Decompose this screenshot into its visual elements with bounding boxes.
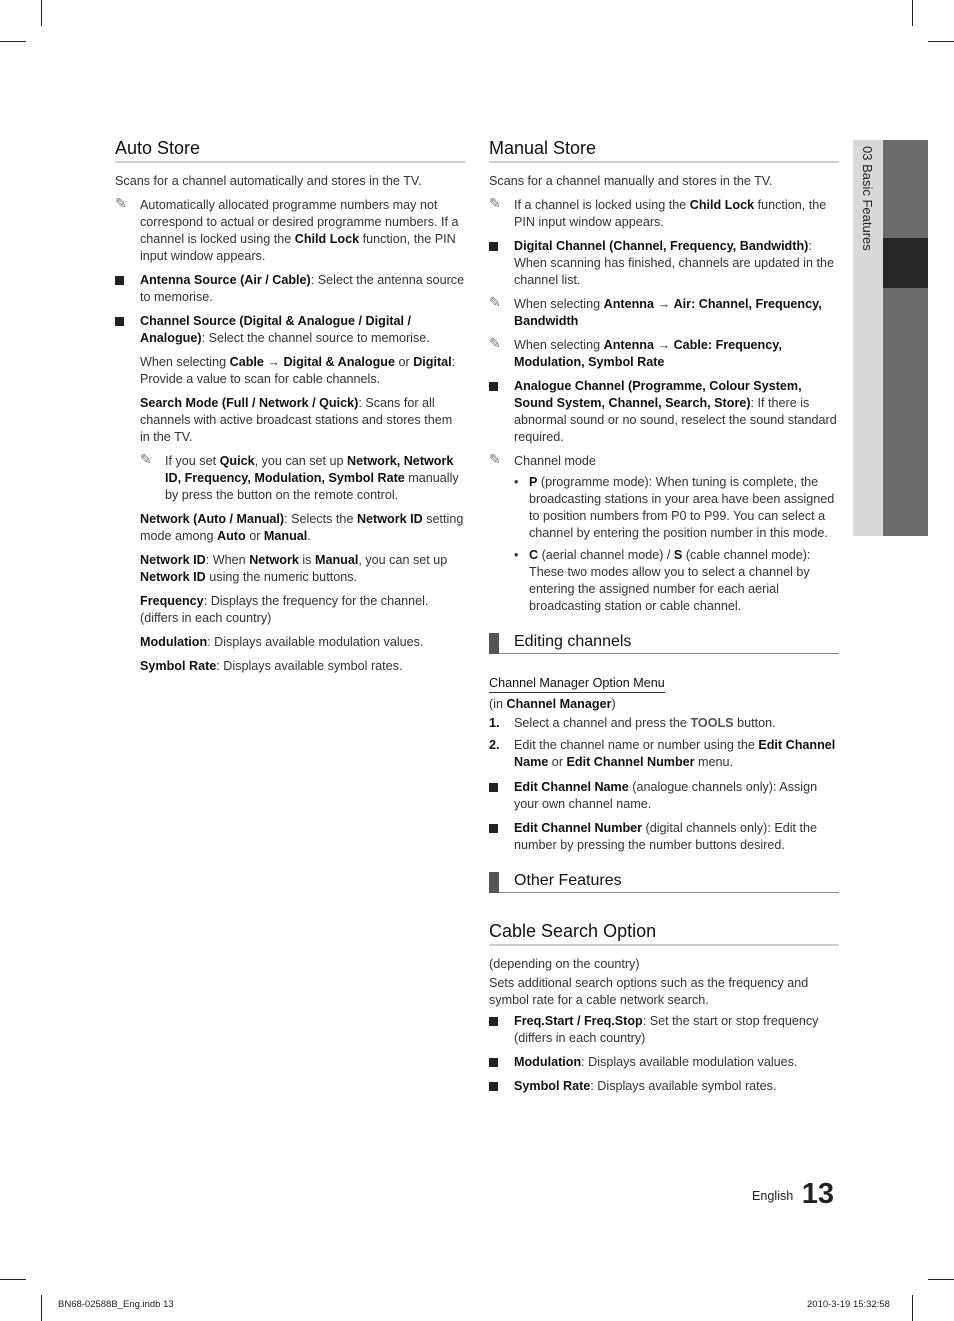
bullet-edit-channel-number: Edit Channel Number (digital channels only): Edit the number by pressing the number buttons desired. [489, 820, 839, 854]
pencil-note-icon: ✎ [140, 451, 152, 467]
pencil-note-icon: ✎ [489, 195, 501, 211]
manual-store-intro: Scans for a channel manually and stores in the TV. [489, 174, 773, 188]
editing-channels-title: Editing channels [489, 633, 839, 654]
crop-mark [0, 1279, 26, 1280]
cable-search-title: Cable Search Option [489, 921, 839, 946]
bullet-modulation: Modulation: Displays available modulation values. [489, 1054, 839, 1071]
step-2: 2. Edit the channel name or number using the Edit Channel Name or Edit Channel Number menu. [489, 738, 836, 769]
crop-mark [912, 1295, 913, 1321]
square-bullet-icon [489, 824, 498, 833]
bullet-edit-channel-name: Edit Channel Name (analogue channels only): Assign your own channel name. [489, 779, 839, 813]
manual-store-title: Manual Store [489, 138, 839, 163]
step-1: 1. Select a channel and press the TOOLS button. [489, 716, 776, 730]
bullet-symbol-rate: Symbol Rate: Displays available symbol rates. [489, 1078, 839, 1095]
crop-mark [41, 1295, 42, 1321]
quick-note: ✎ If you set Quick, you can set up Network, Network ID, Frequency, Modulation, Symbol Rate manually by press the button on the remote control. [140, 451, 459, 502]
footer-language: English [752, 1189, 794, 1203]
side-tab-marker [883, 238, 928, 288]
p-mode-item: • P (programme mode): When tuning is complete, the broadcasting stations in your area have been assigned to position numbers from P0 to P99. You can select a channel by entering the position number in this mode. [514, 475, 835, 540]
pencil-note-icon: ✎ [489, 335, 501, 351]
right-column [489, 138, 839, 1102]
bullet-antenna-source: Antenna Source (Air / Cable): Select the antenna source to memorise. [115, 272, 465, 306]
frequency-text: Frequency: Displays the frequency for the channel. (differs in each country) [140, 594, 429, 625]
page-footer [752, 1178, 834, 1211]
search-mode-text: Search Mode (Full / Network / Quick): Scans for all channels with active broadcast stations and stores them in the TV. [140, 396, 453, 444]
crop-mark [928, 1279, 954, 1280]
side-tab-dark [883, 140, 928, 536]
square-bullet-icon [489, 1058, 498, 1067]
bullet-analogue-channel: Analogue Channel (Programme, Colour System, Sound System, Channel, Search, Store): If there is abnormal sound or no sound, reselect the sound standard required. [489, 378, 839, 446]
other-features-title: Other Features [489, 872, 839, 893]
dot-bullet-icon: • [514, 475, 519, 489]
crop-mark [41, 0, 42, 26]
note: ✎ Automatically allocated programme numbers may not correspond to actual or desired programme numbers. If a channel is locked using the Child Lock function, the PIN input window appears. [115, 195, 459, 263]
bullet-digital-channel: Digital Channel (Channel, Frequency, Bandwidth): When scanning has finished, channels are updated in the channel list. [489, 238, 839, 289]
square-bullet-icon [489, 1082, 498, 1091]
option-menu-heading: Channel Manager Option Menu [489, 676, 665, 693]
cable-search-intro: Sets additional search options such as the frequency and symbol rate for a cable network search. [489, 976, 809, 1007]
in-channel-manager: (in Channel Manager) [489, 697, 616, 711]
dot-bullet-icon: • [514, 548, 519, 562]
square-bullet-icon [489, 783, 498, 792]
square-bullet-icon [489, 1017, 498, 1026]
slug-date: 2010-3-19 15:32:58 [807, 1299, 890, 1310]
bullet-freq-start-stop: Freq.Start / Freq.Stop: Set the start or stop frequency (differs in each country) [489, 1013, 839, 1047]
auto-store-title: Auto Store [115, 138, 465, 163]
network-id-text: Network ID: When Network is Manual, you can set up Network ID using the numeric buttons. [140, 553, 448, 584]
square-bullet-icon [115, 276, 124, 285]
cable-search-dep: (depending on the country) [489, 957, 640, 971]
cable-scan-text: When selecting Cable → Digital & Analogue or Digital: Provide a value to scan for cable channels. [140, 355, 456, 386]
crop-mark [928, 41, 954, 42]
section-bar-icon [489, 872, 499, 893]
square-bullet-icon [489, 242, 498, 251]
modulation-text: Modulation: Displays available modulation values. [140, 635, 424, 649]
left-column [115, 138, 465, 682]
square-bullet-icon [489, 382, 498, 391]
cable-note: ✎ When selecting Antenna → Cable: Frequency, Modulation, Symbol Rate [489, 335, 782, 369]
air-note: ✎ When selecting Antenna → Air: Channel, Frequency, Bandwidth [489, 294, 822, 328]
auto-store-intro: Scans for a channel automatically and stores in the TV. [115, 174, 422, 188]
bullet-channel-source: Channel Source (Digital & Analogue / Digital / Analogue): Select the channel source to memorise. [115, 313, 465, 347]
channel-mode-note: ✎ Channel mode [489, 451, 596, 468]
pencil-note-icon: ✎ [489, 294, 501, 310]
page-number: 13 [801, 1178, 835, 1210]
pencil-note-icon: ✎ [489, 451, 501, 467]
network-text: Network (Auto / Manual): Selects the Network ID setting mode among Auto or Manual. [140, 512, 464, 543]
symbol-rate-text: Symbol Rate: Displays available symbol rates. [140, 659, 403, 673]
section-bar-icon [489, 633, 499, 654]
c-mode-item: • C (aerial channel mode) / S (cable channel mode): These two modes allow you to select a channel by entering the assigned number for each aerial broadcasting station or cable channel. [514, 548, 811, 613]
crop-mark [912, 0, 913, 26]
slug-file: BN68-02588B_Eng.indb 13 [58, 1299, 174, 1310]
crop-mark [0, 41, 26, 42]
child-lock-note: ✎ If a channel is locked using the Child Lock function, the PIN input window appears. [489, 195, 827, 229]
side-tab-label: 03 Basic Features [860, 146, 875, 251]
pencil-note-icon: ✎ [115, 195, 127, 211]
square-bullet-icon [115, 317, 124, 326]
